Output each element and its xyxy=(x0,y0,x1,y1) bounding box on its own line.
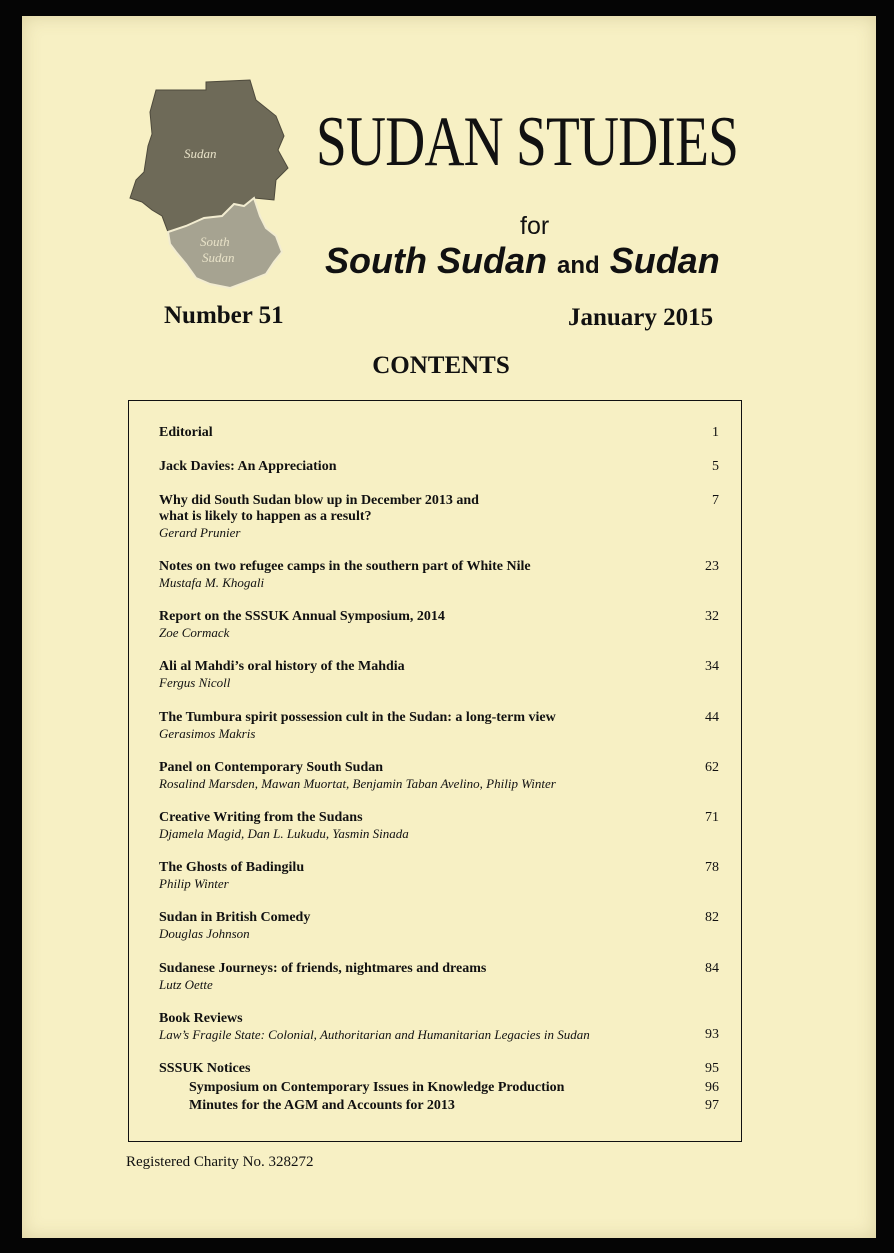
toc-entry-page: 82 xyxy=(705,910,719,925)
toc-entry xyxy=(159,860,719,892)
toc-entry-title: Ali al Mahdi’s oral history of the Mahdia xyxy=(159,659,405,674)
toc-sub-entry-title: Minutes for the AGM and Accounts for 2013 xyxy=(189,1098,455,1113)
title-for: for xyxy=(520,212,550,240)
toc-entry xyxy=(159,760,719,792)
toc-entry-title: Editorial xyxy=(159,425,213,440)
toc-entry xyxy=(159,493,719,541)
magazine-cover xyxy=(22,16,876,1238)
toc-entry xyxy=(159,1011,719,1043)
toc-entry-title: Panel on Contemporary South Sudan xyxy=(159,760,384,775)
toc-sub-entry-page: 96 xyxy=(705,1080,719,1095)
map-label-south-2: Sudan xyxy=(202,250,235,265)
toc-entry xyxy=(159,710,719,742)
toc-entry-title: Report on the SSSUK Annual Symposium, 2014 xyxy=(159,609,445,624)
toc-entry-page: 1 xyxy=(712,425,719,440)
toc-sub-entry xyxy=(189,1097,719,1114)
toc-entry xyxy=(159,910,719,942)
toc-entry-page: 32 xyxy=(705,609,719,624)
toc-entry-page: 95 xyxy=(705,1061,719,1076)
toc-entry-title: Book Reviews xyxy=(159,1011,243,1026)
map-label-sudan: Sudan xyxy=(184,146,217,161)
toc-sub-entry xyxy=(189,1079,719,1096)
toc-entry-page: 62 xyxy=(705,760,719,775)
journal-title: SUDAN STUDIES xyxy=(316,103,739,181)
toc-entry-title: Why did South Sudan blow up in December 2013 and xyxy=(159,493,479,508)
toc-entry-author: Douglas Johnson xyxy=(159,926,250,941)
toc-entry-page: 84 xyxy=(705,961,719,976)
toc-entry-author: Gerasimos Makris xyxy=(159,726,256,741)
toc-entry xyxy=(159,609,719,641)
subtitle-part1: South Sudan xyxy=(325,240,547,281)
toc-sub-entry-page: 97 xyxy=(705,1098,719,1113)
toc-entry-page: 71 xyxy=(705,810,719,825)
toc-entry-author: Philip Winter xyxy=(159,876,229,891)
toc-entry-page: 5 xyxy=(712,459,719,474)
toc-entry-author: Zoe Cormack xyxy=(159,625,230,640)
toc-entry-page: 34 xyxy=(705,659,719,674)
toc-entry xyxy=(159,559,719,591)
table-of-contents xyxy=(128,400,742,1142)
toc-entry xyxy=(159,1061,719,1077)
toc-entry xyxy=(159,659,719,691)
sudan-map xyxy=(126,76,296,292)
toc-entry-title: The Tumbura spirit possession cult in the Sudan: a long-term view xyxy=(159,710,556,725)
toc-entry-author: Fergus Nicoll xyxy=(159,675,231,690)
charity-number: Registered Charity No. 328272 xyxy=(126,1154,314,1170)
toc-entry xyxy=(159,459,719,475)
subtitle-part2: Sudan xyxy=(609,240,720,281)
toc-entry-page: 23 xyxy=(705,559,719,574)
toc-entry-title: Jack Davies: An Appreciation xyxy=(159,459,337,474)
toc-entry xyxy=(159,961,719,993)
toc-entry-author: Gerard Prunier xyxy=(159,525,241,540)
map-label-south-1: South xyxy=(200,234,230,249)
issue-number: Number 51 xyxy=(164,302,284,329)
toc-sub-entry-title: Symposium on Contemporary Issues in Knowledge Production xyxy=(189,1080,565,1095)
toc-entry-title: SSSUK Notices xyxy=(159,1061,251,1076)
toc-entry-page: 44 xyxy=(705,710,719,725)
toc-entry-title: Sudanese Journeys: of friends, nightmares and dreams xyxy=(159,961,487,976)
toc-entry-title: Sudan in British Comedy xyxy=(159,910,311,925)
toc-entry-title: Creative Writing from the Sudans xyxy=(159,810,363,825)
toc-entry-page: 93 xyxy=(705,1027,719,1042)
issue-date: January 2015 xyxy=(568,304,714,331)
toc-entry xyxy=(159,810,719,842)
toc-entry-author: Lutz Oette xyxy=(159,977,213,992)
toc-entry xyxy=(159,425,719,441)
toc-entry-title: Notes on two refugee camps in the southern part of White Nile xyxy=(159,559,531,574)
toc-entry-title-line2: what is likely to happen as a result? xyxy=(159,509,372,524)
toc-entry-author: Rosalind Marsden, Mawan Muortat, Benjamin Taban Avelino, Philip Winter xyxy=(159,776,556,791)
journal-subtitle xyxy=(325,240,720,282)
toc-entry-title: The Ghosts of Badingilu xyxy=(159,860,305,875)
toc-entry-author: Mustafa M. Khogali xyxy=(159,575,265,590)
toc-entry-author: Djamela Magid, Dan L. Lukudu, Yasmin Sinada xyxy=(159,826,409,841)
toc-entry-author: Law’s Fragile State: Colonial, Authoritarian and Humanitarian Legacies in Sudan xyxy=(159,1027,590,1042)
toc-entry-page: 7 xyxy=(712,493,719,508)
contents-heading: CONTENTS xyxy=(372,352,510,379)
subtitle-and: and xyxy=(557,252,600,279)
toc-entry-page: 78 xyxy=(705,860,719,875)
